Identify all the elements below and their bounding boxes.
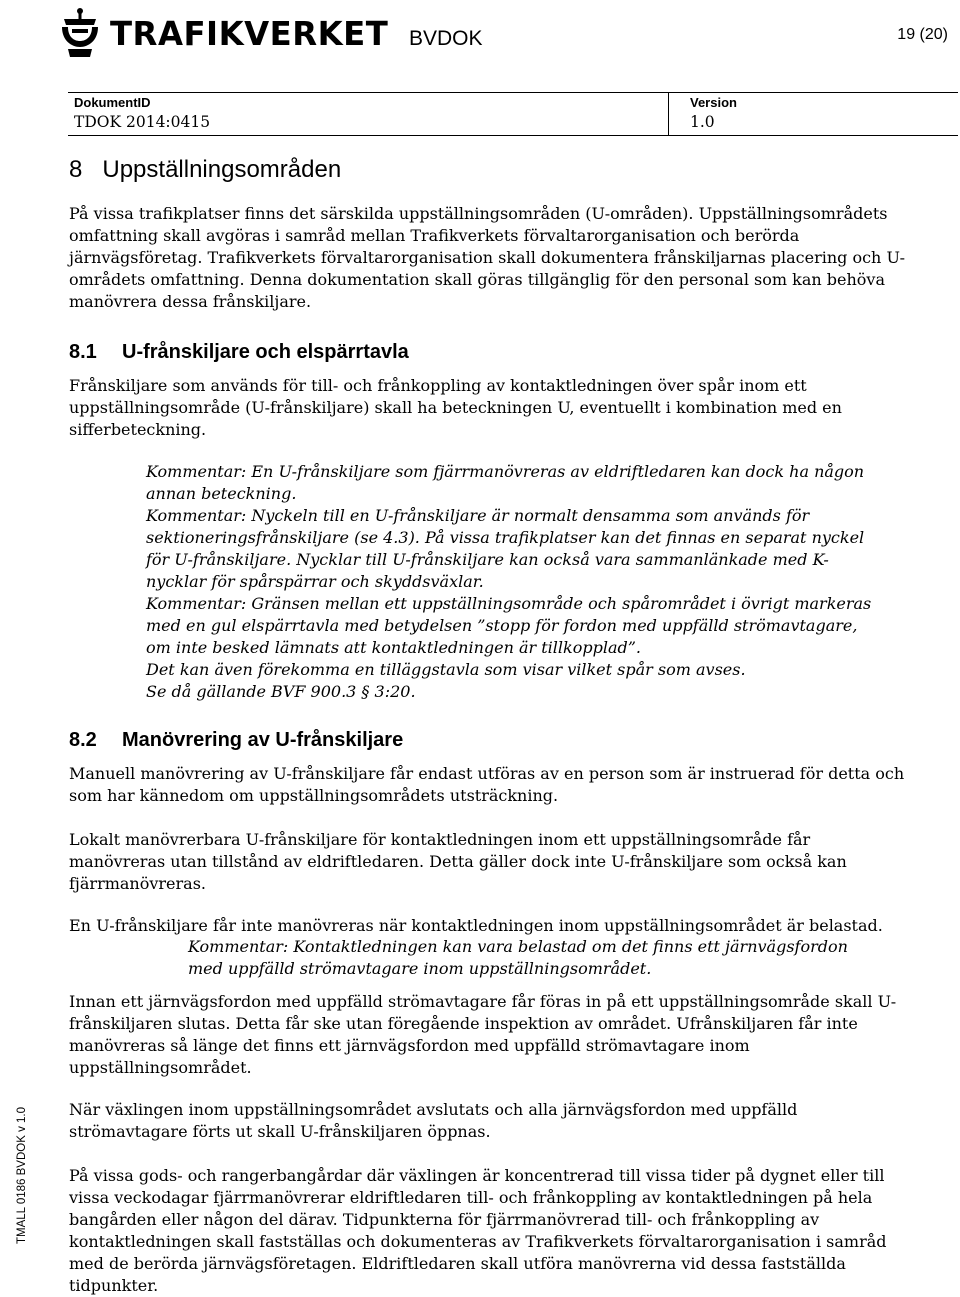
section-8-1-title: U-frånskiljare och elspärrtavla — [122, 341, 409, 363]
document-id-value: TDOK 2014:0415 — [74, 113, 211, 131]
section-8-2-paragraph-6: På vissa gods- och rangerbangårdar där växlingen är koncentrerad till vissa tider på dygnet eller till vissa veckodagar fjärrmanövrerar eldriftledaren till- och frånkoppling av kontaktledningen på hela bangården eller någon del därav. Tidpunkterna för fjärrmanövrerad till- och frånkoppling av kontaktledningen skall fastställas och dokumenteras av Trafikverkets förvaltarorganisation i samråd med de berörda järnvägsföretagen. Eldriftledaren skall utföra manövrerna vid dessa fastställda tidpunkter. — [69, 1166, 887, 1295]
page-number: 19 (20) — [897, 26, 948, 43]
document-type: BVDOK — [409, 27, 483, 50]
section-8-1-comment: Kommentar: En U-frånskiljare som fjärrmanövreras av eldriftledaren kan dock ha någon annan beteckning. Kommentar: Nyckeln till en U-frånskiljare är normalt densamma som används för sektioneringsfrånskiljare (se 4.3). På vissa trafikplatser kan det finnas en separat nyckel för U-frånskiljare. Nycklar till U-frånskiljare kan också vara sammanlänkade med K- nycklar för spårspärrar och skyddsväxlar. Kommentar: Gränsen mellan ett uppställningsområde och spårområdet i övrigt markeras med en gul elspärrtavla med betydelsen ”stopp för fordon med uppfälld strömavtagare, om inte besked lämnats att kontaktledningen är tillkopplad”. Det kan även förekomma en tilläggstavla som visar vilket spår som avses. Se då gällande BVF 900.3 § 3:20. — [146, 462, 872, 701]
trafikverket-logo — [58, 6, 394, 60]
version-label: Version — [690, 95, 737, 110]
section-8-1-heading — [69, 341, 409, 364]
section-8-2-heading — [69, 729, 403, 752]
version-cell — [684, 93, 954, 135]
section-8-2-paragraph-2: Lokalt manövrerbara U-frånskiljare för kontaktledningen inom ett uppställningsområde får manövreras utan tillstånd av eldriftledaren. Detta gäller dock inte U-frånskiljare som också kan fjärrmanövreras. — [69, 830, 847, 893]
document-id-cell — [68, 93, 669, 135]
section-8-2-paragraph-1: Manuell manövrering av U-frånskiljare får endast utföras av en person som är instruerad för detta och som har kännedom om uppställningsområdets utsträckning. — [69, 764, 905, 805]
section-8-intro: På vissa trafikplatser finns det särskilda uppställningsområden (U-områden). Uppställningsområdets omfattning skall avgöras i samråd mellan Trafikverkets förvaltarorganisation och berörda järnvägsföretag. Trafikverkets förvaltarorganisation skall dokumentera frånskiljarnas placering och U- områdets omfattning. Denna dokumentation skall göras tillgänglig för den personal som kan behöva manövrera dessa frånskiljare. — [69, 204, 906, 311]
section-8-number: 8 — [69, 156, 83, 183]
section-8-2-comment: Kommentar: Kontaktledningen kan vara belastad om det finns ett järnvägsfordon med uppfälld strömavtagare inom uppställningsområdet. — [188, 937, 848, 978]
section-8-2-title: Manövrering av U-frånskiljare — [122, 729, 404, 751]
section-8-1-body: Frånskiljare som används för till- och frånkoppling av kontaktledningen över spår inom ett uppställningsområde (U-frånskiljare) skall ha beteckningen U, eventuellt i kombination med en sifferbeteckning. — [69, 376, 842, 439]
template-side-label: TMALL 0186 BVDOK v 1.0 — [16, 1106, 28, 1244]
section-8-1-number: 8.1 — [69, 341, 97, 363]
section-8-2-paragraph-4: Innan ett järnvägsfordon med uppfälld strömavtagare får föras in på ett uppställningsområde skall U- frånskiljaren slutas. Detta får ske utan föregående inspektion av området. Ufrånskiljaren får inte manövreras så länge det finns ett järnvägsfordon med uppfälld strömavtagare inom uppställningsområdet. — [69, 992, 897, 1077]
section-8-2-paragraph-5: När växlingen inom uppställningsområdet avslutats och alla järnvägsfordon med uppfälld strömavtagare förts ut skall U-frånskiljaren öppnas. — [69, 1100, 798, 1141]
section-8-heading — [69, 156, 341, 184]
document-id-label: DokumentID — [74, 95, 151, 110]
section-8-2-paragraph-3: En U-frånskiljare får inte manövreras när kontaktledningen inom uppställningsområdet är belastad. — [69, 916, 883, 935]
section-8-title: Uppställningsområden — [102, 156, 342, 183]
document-meta-table — [68, 92, 958, 136]
logo-text: TRAFIKVERKET — [110, 13, 389, 53]
section-8-2-number: 8.2 — [69, 729, 97, 751]
version-value: 1.0 — [690, 113, 715, 131]
crown-emblem-icon — [58, 7, 102, 59]
